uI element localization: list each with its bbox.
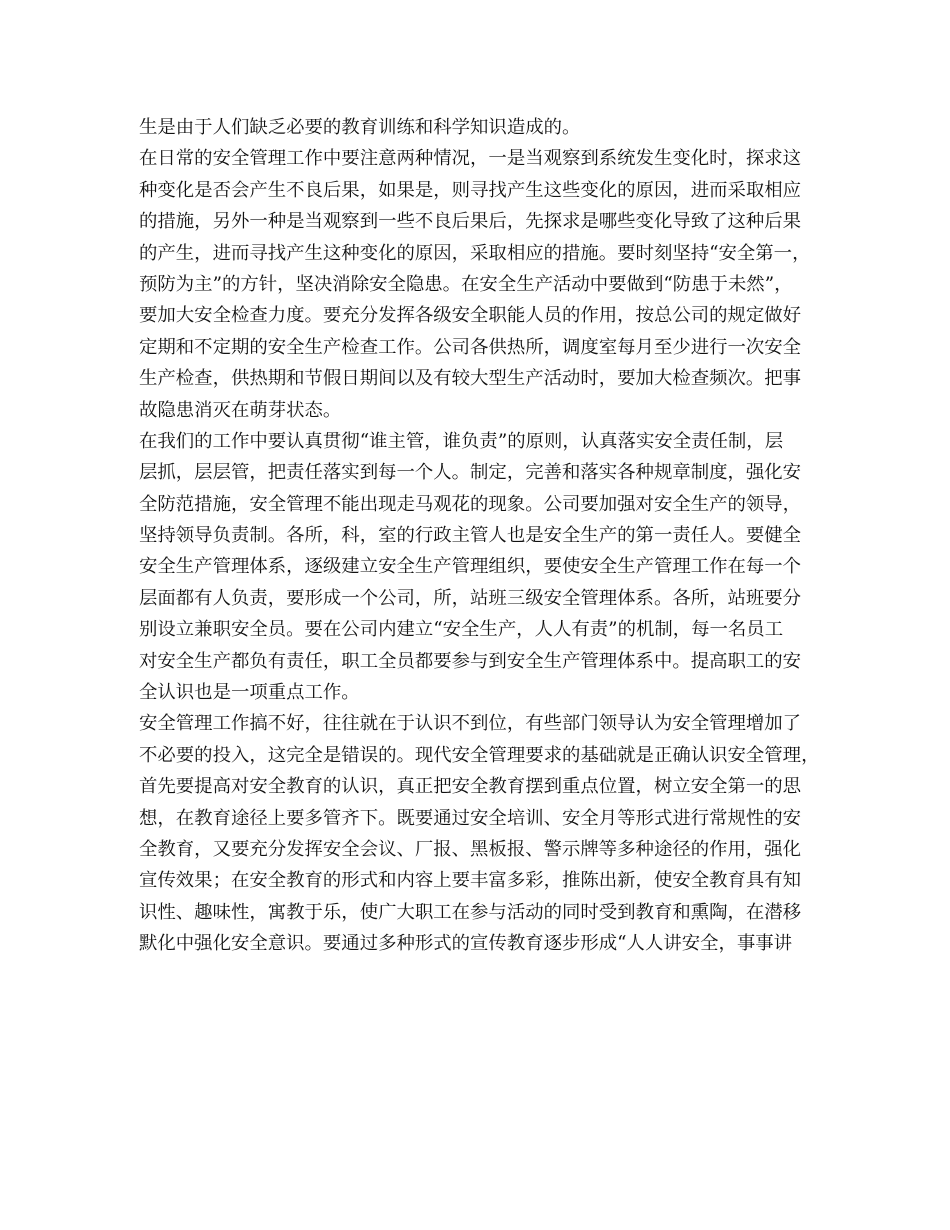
text-line: 别设立兼职安全员。要在公司内建立“安全生产，人人有责”的机制，每一名员工 xyxy=(139,619,784,641)
text-line: 全教育，又要充分发挥安全会议、厂报、黑板报、警示牌等多种途径的作用，强化 xyxy=(139,838,802,860)
text-line: 想，在教育途径上要多管齐下。既要通过安全培训、安全月等形式进行常规性的安 xyxy=(139,807,802,829)
text-line: 不必要的投入，这完全是错误的。现代安全管理要求的基础就是正确认识安全管理， xyxy=(139,744,820,766)
text-line: 预防为主”的方针，坚决消除安全隐患。在安全生产活动中要做到“防患于未然”， xyxy=(139,273,793,295)
text-line: 生产检查，供热期和节假日期间以及有较大型生产活动时，要加大检查频次。把事 xyxy=(139,368,802,390)
text-line: 安全管理工作搞不好，往往就在于认识不到位，有些部门领导认为安全管理增加了 xyxy=(139,713,802,735)
text-line: 种变化是否会产生不良后果，如果是，则寻找产生这些变化的原因，进而采取相应 xyxy=(139,179,802,201)
document-body xyxy=(139,112,823,960)
text-line: 默化中强化安全意识。要通过多种形式的宣传教育逐步形成“人人讲安全，事事讲 xyxy=(139,933,793,955)
text-line: 首先要提高对安全教育的认识，真正把安全教育摆到重点位置，树立安全第一的思 xyxy=(139,776,802,798)
text-line: 全认识也是一项重点工作。 xyxy=(139,682,360,704)
text-line: 在我们的工作中要认真贯彻“谁主管，谁负责”的原则，认真落实安全责任制，层 xyxy=(139,430,784,452)
text-line: 全防范措施，安全管理不能出现走马观花的现象。公司要加强对安全生产的领导， xyxy=(139,493,802,515)
text-line: 的措施，另外一种是当观察到一些不良后果后，先探求是哪些变化导致了这种后果 xyxy=(139,211,802,233)
text-line: 要加大安全检查力度。要充分发挥各级安全职能人员的作用，按总公司的规定做好 xyxy=(139,305,802,327)
text-line: 安全生产管理体系，逐级建立安全生产管理组织，要使安全生产管理工作在每一个 xyxy=(139,556,802,578)
text-line: 宣传效果；在安全教育的形式和内容上要丰富多彩，推陈出新，使安全教育具有知 xyxy=(139,870,802,892)
text-line: 故隐患消灭在萌芽状态。 xyxy=(139,399,342,421)
text-line: 层面都有人负责，要形成一个公司，所，站班三级安全管理体系。各所，站班要分 xyxy=(139,587,802,609)
text-line: 生是由于人们缺乏必要的教育训练和科学知识造成的。 xyxy=(139,117,581,138)
text-line: 识性、趣味性，寓教于乐，使广大职工在参与活动的同时受到教育和熏陶，在潜移 xyxy=(139,901,802,923)
text-line: 层抓，层层管，把责任落实到每一个人。制定，完善和落实各种规章制度，强化安 xyxy=(139,462,802,484)
text-line: 定期和不定期的安全生产检查工作。公司各供热所，调度室每月至少进行一次安全 xyxy=(139,336,802,358)
text-line: 在日常的安全管理工作中要注意两种情况，一是当观察到系统发生变化时，探求这 xyxy=(139,148,802,170)
text-line: 的产生，进而寻找产生这种变化的原因，采取相应的措施。要时刻坚持“安全第一， xyxy=(139,242,811,264)
text-line: 坚持领导负责制。各所，科，室的行政主管人也是安全生产的第一责任人。要健全 xyxy=(139,525,802,547)
text-line: 对安全生产都负有责任，职工全员都要参与到安全生产管理体系中。提高职工的安 xyxy=(139,650,802,672)
